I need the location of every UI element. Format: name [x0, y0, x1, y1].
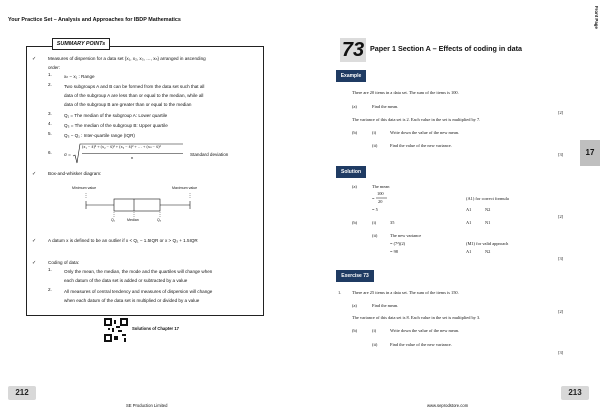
subpart-label: (i): [372, 220, 377, 225]
solution-bii-line1: The new variance: [390, 233, 422, 238]
coding-line: All measures of central tendency and measures of dispersion will change: [64, 289, 213, 294]
mark-scheme: A1: [466, 220, 472, 225]
box-whisker-label: Box-and-whisker diagram:: [48, 171, 102, 176]
check-icon: ✓: [32, 260, 37, 266]
item-number: 4.: [48, 121, 52, 126]
subpart-label: (i): [372, 328, 377, 333]
fraction-denominator: 20: [378, 199, 383, 204]
summary-title: SUMMARY POINTs: [52, 38, 110, 50]
measures-intro-2: order:: [48, 65, 61, 70]
subpart-label: (ii): [372, 233, 378, 238]
item-subgroup-line: data of the subgroup B are greater than or equal to the median: [64, 102, 192, 107]
std-numerator: (x₁ − x̄)² + (x₂ − x̄)² + (x₃ − x̄)² + … + (xₙ − x̄)²: [82, 144, 161, 149]
book-title: Your Practice Set – Analysis and Approaches for IBDP Mathematics: [8, 17, 181, 23]
coding-line: Only the mean, the median, the mode and the quartiles will change when: [64, 269, 213, 274]
coding-line: each datum of the data set is added or subtracted by a value: [64, 278, 188, 283]
item-subgroup-line: data of the subgroup A are less than or equal to the median, while all: [64, 93, 204, 98]
exercise-bii-text: Find the value of the new variance.: [390, 342, 452, 347]
std-denominator: n: [131, 155, 134, 160]
q1-label: Q₁: [111, 218, 116, 222]
example-bi-text: Write down the value of the new mean.: [390, 130, 460, 135]
equals-sign: =: [372, 196, 375, 201]
item-number: 2.: [48, 82, 52, 87]
mark-scheme: N2: [485, 207, 491, 212]
solution-bii-line2: = (7²)(2): [390, 241, 406, 246]
subpart-label: (i): [372, 130, 377, 135]
sigma-symbol: σ =: [64, 152, 71, 157]
item-iqr: Q₃ − Q₁ : Inter-quartile range (IQR): [64, 133, 135, 138]
mark-scheme: A1: [466, 207, 472, 212]
subpart-label: (ii): [372, 143, 378, 148]
exercise-text: There are 25 items in a data set. The sum of the items is 150.: [352, 290, 459, 295]
min-label: Minimum value: [72, 186, 97, 190]
solution-label: Solution: [336, 166, 366, 178]
subpart-label: (ii): [372, 342, 378, 347]
solutions-link[interactable]: Solutions of Chapter 17: [132, 326, 179, 331]
marks: [2]: [558, 214, 564, 219]
mark-scheme: (M1) for valid approach: [466, 241, 509, 246]
exercise-label: Exercise 73: [336, 270, 374, 282]
exercise-number: 1.: [338, 290, 342, 295]
q3-label: Q₃: [157, 218, 162, 222]
check-icon: ✓: [32, 56, 37, 62]
qr-code-icon[interactable]: [104, 318, 128, 342]
check-icon: ✓: [32, 171, 37, 177]
box: [114, 199, 160, 211]
item-subgroup-line: Two subgroups A and B can be formed from the data set such that all: [64, 84, 205, 89]
example-a-text: Find the mean.: [372, 104, 399, 109]
item-number: 3.: [48, 111, 52, 116]
example-label: Example: [336, 70, 366, 82]
front-page-label: Front Page: [594, 6, 599, 29]
solution-bi-value: 35: [390, 220, 395, 225]
median-label: Median: [127, 218, 139, 222]
part-label: (b): [352, 328, 358, 333]
std-label: Standard deviation: [190, 152, 229, 157]
example-text: There are 20 items in a data set. The sum of the items is 100.: [352, 90, 459, 95]
question-number: 73: [341, 39, 365, 61]
box-whisker-diagram: [72, 186, 202, 224]
exercise-bi-text: Write down the value of the new mean.: [390, 328, 460, 333]
item-upper-quartile: Q₃ = The median of the subgroup B: Upper quartile: [64, 123, 168, 128]
publisher: SE Production Limited: [126, 403, 168, 408]
example-bii-text: Find the value of the new variance.: [390, 143, 452, 148]
mark-scheme: N2: [485, 249, 491, 254]
item-lower-quartile: Q₁ = The median of the subgroup A: Lower quartile: [64, 113, 168, 118]
question-heading: Paper 1 Section A – Effects of coding in data: [370, 44, 523, 53]
right-page-number: 213: [561, 386, 589, 400]
check-icon: ✓: [32, 238, 37, 244]
measures-intro-1: Measures of dispersion for a data set {x₁, x₂, x₃, …, xₙ} arranged in ascending: [48, 56, 206, 61]
coding-line: when each datum of the data set is multiplied or divided by a value: [64, 298, 200, 303]
part-label: (a): [352, 303, 357, 308]
part-label: (b): [352, 130, 358, 135]
marks: [3]: [558, 256, 564, 261]
part-label: (a): [352, 104, 357, 109]
mark-scheme: N1: [485, 220, 491, 225]
solution-a-line1: The mean: [372, 184, 390, 189]
exercise-variance-text: The variance of this data set is 8. Each value in the set is multiplied by 3.: [352, 315, 481, 320]
marks: [3]: [558, 350, 564, 355]
part-label: (a): [352, 184, 357, 189]
example-variance-text: The variance of this data set is 2. Each value in the set is multiplied by 7.: [352, 117, 481, 122]
left-page-number: 212: [8, 386, 36, 400]
coding-label: Coding of data:: [48, 260, 80, 265]
outlier-definition: A datum x is defined to be an outlier if x < Q₁ − 1.5IQR or x > Q₃ + 1.5IQR: [48, 238, 198, 243]
website-link[interactable]: www.seprodstore.com: [427, 403, 469, 408]
solution-a-result: = 5: [372, 207, 378, 212]
exercise-a-text: Find the mean.: [372, 303, 399, 308]
item-range: xₙ − x₁ : Range: [64, 74, 95, 79]
marks: [2]: [558, 309, 564, 314]
item-number: 6.: [48, 150, 52, 155]
item-number: 2.: [48, 287, 52, 292]
part-label: (b): [352, 220, 358, 225]
fraction-numerator: 100: [377, 191, 384, 196]
chapter-tab: 17: [580, 140, 600, 166]
mark-scheme: A1: [466, 249, 472, 254]
marks: [2]: [558, 110, 564, 115]
max-label: Maximum value: [172, 186, 198, 190]
solution-bii-line3: = 98: [390, 249, 398, 254]
item-number: 5.: [48, 131, 52, 136]
item-number: 1.: [48, 267, 52, 272]
marks: [3]: [558, 152, 564, 157]
item-number: 1.: [48, 72, 52, 77]
mark-scheme: (A1) for correct formula: [466, 196, 509, 201]
